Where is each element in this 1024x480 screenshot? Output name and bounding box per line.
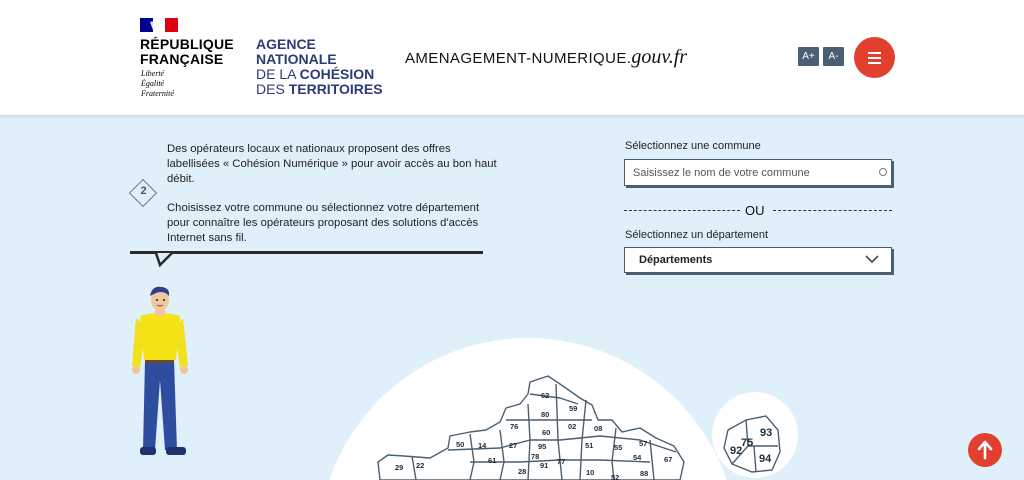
motto-egalite: Égalité — [141, 79, 165, 88]
rf-line-1: RÉPUBLIQUE — [140, 36, 234, 52]
dept-92[interactable]: 92 — [730, 445, 743, 457]
scroll-top-button[interactable] — [968, 433, 1002, 467]
intro-paragraph-1: Des opérateurs locaux et nationaux proposent des offres labellisées « Cohésion Numérique » pour avoir accès au bon haut débit. — [167, 143, 497, 185]
dept-27[interactable]: 27 — [509, 441, 518, 450]
dept-91[interactable]: 91 — [540, 461, 549, 470]
dept-08[interactable]: 08 — [594, 424, 603, 433]
dept-02[interactable]: 02 — [568, 422, 577, 431]
font-increase-button[interactable]: A+ — [798, 47, 819, 66]
dept-28[interactable]: 28 — [518, 467, 527, 476]
border-line — [650, 440, 654, 480]
motto-liberte: Liberté — [141, 69, 165, 78]
arrow-up-icon — [976, 440, 994, 460]
dept-88[interactable]: 88 — [640, 469, 649, 478]
dept-55[interactable]: 55 — [614, 443, 623, 452]
dept-78[interactable]: 78 — [531, 452, 540, 461]
agency-line-2: NATIONALE — [256, 51, 337, 67]
dept-57[interactable]: 57 — [639, 439, 648, 448]
font-decrease-button[interactable]: A- — [823, 47, 844, 66]
dept-94[interactable]: 94 — [759, 453, 772, 465]
dept-22[interactable]: 22 — [416, 461, 425, 470]
site-suffix: gouv.fr — [631, 46, 688, 68]
dept-14[interactable]: 14 — [478, 441, 487, 450]
rf-line-2: FRANÇAISE — [140, 51, 224, 67]
dept-52[interactable]: 52 — [611, 473, 620, 480]
intro-paragraph-2: Choisissez votre commune ou sélectionnez votre département pour connaître les opérateurs proposant des solutions d'accès Internet sans fil. — [167, 202, 480, 244]
agency-line-4b: TERRITOIRES — [288, 81, 383, 97]
dept-50[interactable]: 50 — [456, 440, 465, 449]
agency-line-1: AGENCE — [256, 36, 316, 52]
border-line — [470, 434, 474, 480]
dept-29[interactable]: 29 — [395, 463, 404, 472]
dept-61[interactable]: 61 — [488, 456, 497, 465]
border-line — [754, 446, 756, 472]
or-separator: OU — [745, 203, 765, 218]
department-select-value: Départements — [639, 254, 713, 266]
dept-59[interactable]: 59 — [569, 404, 578, 413]
motto-fraternite: Fraternité — [141, 89, 174, 98]
border-line — [528, 404, 530, 480]
dept-93[interactable]: 93 — [760, 427, 773, 439]
dept-62[interactable]: 62 — [541, 391, 550, 400]
dept-10[interactable]: 10 — [586, 468, 595, 477]
agency-line-3a: DE LA — [256, 66, 300, 82]
dept-77[interactable]: 77 — [557, 457, 566, 466]
dept-60[interactable]: 60 — [542, 428, 551, 437]
dept-80[interactable]: 80 — [541, 410, 550, 419]
border-line — [530, 394, 578, 404]
step-number: 2 — [140, 185, 147, 197]
dept-75[interactable]: 75 — [741, 437, 754, 449]
dept-51[interactable]: 51 — [585, 441, 594, 450]
commune-label: Sélectionnez une commune — [625, 140, 761, 152]
border-line — [500, 430, 504, 480]
dept-67[interactable]: 67 — [664, 455, 673, 464]
dept-54[interactable]: 54 — [633, 453, 642, 462]
department-label: Sélectionnez un département — [625, 229, 769, 241]
dept-95[interactable]: 95 — [538, 442, 547, 451]
site-name: AMENAGEMENT-NUMERIQUE. — [405, 50, 632, 67]
agency-line-3b: COHÉSION — [299, 66, 375, 82]
agency-line-4a: DES — [256, 81, 289, 97]
dept-76[interactable]: 76 — [510, 422, 519, 431]
